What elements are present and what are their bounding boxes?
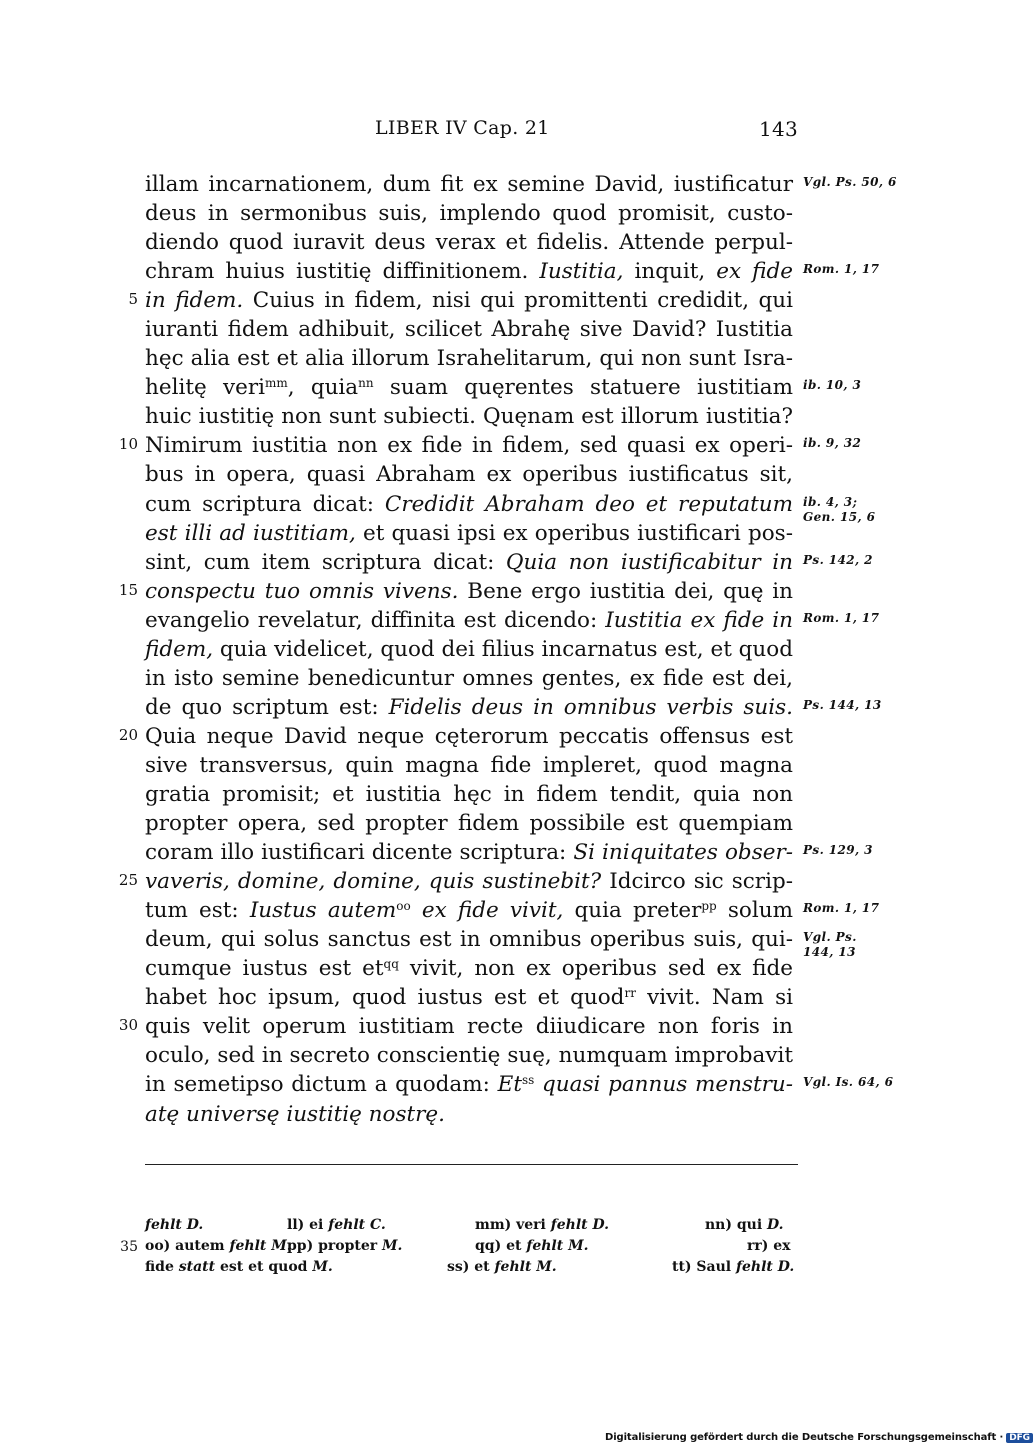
text-line bbox=[0, 983, 1000, 1012]
marginal-reference: Ps. 129, 3 bbox=[803, 843, 873, 858]
marginal-reference: ib. 9, 32 bbox=[803, 436, 862, 451]
footnote-entry: ll) ei fehlt C. bbox=[287, 1217, 386, 1233]
text-line bbox=[0, 838, 1000, 867]
text-line bbox=[0, 722, 1000, 751]
marginal-reference: Ps. 142, 2 bbox=[803, 552, 873, 567]
line-text: diendo quod iuravit deus verax et fidelis. Attende perpul- bbox=[145, 230, 793, 256]
line-text: iuranti fidem adhibuit, scilicet Abrahę sive David? Iustitia bbox=[145, 317, 793, 343]
line-text: coram illo iustificari dicente scriptura: Si iniquitates obser- bbox=[145, 840, 793, 866]
text-line bbox=[0, 1070, 1000, 1099]
running-header bbox=[0, 117, 1000, 143]
line-text: conspectu tuo omnis vivens. Bene ergo iustitia dei, quę in bbox=[145, 578, 793, 604]
text-line bbox=[0, 809, 1000, 838]
text-line bbox=[0, 867, 1000, 896]
line-text: bus in opera, quasi Abraham ex operibus iustificatus sit, bbox=[145, 462, 793, 488]
text-line bbox=[0, 490, 1000, 524]
footnote-entry: tt) Saul fehlt D. bbox=[672, 1259, 795, 1275]
marginal-reference: Rom. 1, 17 bbox=[803, 262, 880, 277]
footnote-line bbox=[0, 1259, 1000, 1280]
marginal-reference: Ps. 144, 13 bbox=[803, 697, 882, 712]
footnote-entry: rr) ex bbox=[747, 1238, 791, 1254]
line-text: tum est: Iustus autem$^{oo}$ ex fide vivit, quia preter$^{pp}$ solum bbox=[145, 898, 793, 924]
text-line bbox=[0, 228, 1000, 257]
line-text: est illi ad iustitiam, et quasi ipsi ex operibus iustificari pos- bbox=[145, 520, 793, 546]
text-line bbox=[0, 344, 1000, 373]
marginal-reference: ib. 10, 3 bbox=[803, 378, 862, 393]
line-text: evangelio revelatur, diffinita est dicendo: Iustitia ex fide in bbox=[145, 607, 793, 633]
line-text: Nimirum iustitia non ex fide in fidem, sed quasi ex operi- bbox=[145, 433, 793, 459]
text-line bbox=[0, 1100, 1000, 1129]
text-line bbox=[0, 954, 1000, 983]
line-text: fidem, quia videlicet, quod dei filius incarnatus est, et quod bbox=[145, 636, 793, 662]
text-line bbox=[0, 199, 1000, 228]
line-text: chram huius iustitię diffinitionem. Iustitia, inquit, ex fide bbox=[145, 259, 794, 285]
footnote-entry: oo) autem fehlt M. bbox=[145, 1238, 292, 1254]
text-line bbox=[0, 751, 1000, 780]
line-text: propter opera, sed propter fidem possibile est quempiam bbox=[145, 811, 793, 837]
line-number: 5 bbox=[128, 290, 138, 309]
text-line bbox=[0, 548, 1000, 577]
line-number: 25 bbox=[118, 871, 138, 890]
text-line bbox=[0, 431, 1000, 460]
text-line bbox=[0, 315, 1000, 344]
line-text: deus in sermonibus suis, implendo quod promisit, custo- bbox=[145, 201, 793, 227]
line-text: deum, qui solus sanctus est in omnibus operibus suis, qui- bbox=[145, 927, 793, 953]
footnote-entry: qq) et fehlt M. bbox=[475, 1238, 589, 1254]
main-text bbox=[0, 170, 1000, 1129]
text-line bbox=[0, 925, 1000, 960]
text-line bbox=[0, 664, 1000, 693]
text-line bbox=[0, 635, 1000, 664]
line-text: de quo scriptum est: Fidelis deus in omnibus verbis suis. bbox=[145, 694, 793, 720]
footnote-entry: fide statt est et quod M. bbox=[145, 1259, 333, 1275]
line-text: oculo, sed in secreto conscientię suę, numquam improbavit bbox=[145, 1043, 793, 1069]
line-text: in fidem. Cuius in fidem, nisi qui promittenti credidit, qui bbox=[145, 288, 794, 314]
marginal-reference: Vgl. Ps. 144, 13 bbox=[803, 930, 857, 960]
marginal-reference: Vgl. Ps. 50, 6 bbox=[803, 175, 897, 189]
dfg-credit bbox=[605, 1432, 1033, 1443]
text-line bbox=[0, 257, 1000, 286]
text-line bbox=[0, 606, 1000, 635]
line-text: hęc alia est et alia illorum Israhelitarum, qui non sunt Isra- bbox=[145, 346, 793, 372]
text-line bbox=[0, 460, 1000, 489]
marginal-reference: Vgl. Is. 64, 6 bbox=[803, 1075, 894, 1090]
line-text: habet hoc ipsum, quod iustus est et quod$^{rr}$ vivit. Nam si bbox=[145, 985, 793, 1011]
footnotes bbox=[0, 1217, 1000, 1280]
dfg-credit-text: Digitalisierung gefördert durch die Deutsche Forschungsgemeinschaft · bbox=[605, 1432, 1004, 1443]
footnote-entry: pp) propter M. bbox=[287, 1238, 403, 1254]
line-text: helitę veri$^{mm}$, quia$^{nn}$ suam quęrentes statuere iustitiam bbox=[145, 375, 793, 401]
line-text: in isto semine benedicuntur omnes gentes, ex fide est dei, bbox=[145, 665, 793, 691]
text-line bbox=[0, 896, 1000, 925]
line-text: gratia promisit; et iustitia hęc in fidem tendit, quia non bbox=[145, 781, 793, 807]
line-text: vaveris, domine, domine, quis sustinebit? Idcirco sic scrip- bbox=[145, 869, 793, 895]
line-text: huic iustitię non sunt subiecti. Quęnam est illorum iustitia? bbox=[145, 404, 793, 430]
line-number: 30 bbox=[118, 1016, 138, 1035]
marginal-reference: ib. 4, 3; Gen. 15, 6 bbox=[803, 494, 876, 524]
line-text: cum scriptura dicat: Credidit Abraham deo et reputatum bbox=[145, 491, 794, 517]
footnote-rule bbox=[145, 1164, 798, 1165]
line-text: Quia neque David neque cęterorum peccatis offensus est bbox=[145, 723, 793, 749]
text-line bbox=[0, 402, 1000, 431]
text-line bbox=[0, 577, 1000, 606]
text-line bbox=[0, 780, 1000, 809]
line-text: sint, cum item scriptura dicat: Quia non iustificabitur in bbox=[145, 549, 793, 575]
line-text: cumque iustus est $et^{qq}$ vivit, non ex operibus sed ex fide bbox=[145, 956, 793, 982]
text-line bbox=[0, 1012, 1000, 1041]
footnote-entry: ss) et fehlt M. bbox=[447, 1259, 557, 1275]
text-line bbox=[0, 373, 1000, 402]
text-line bbox=[0, 170, 1000, 199]
page-number: 143 bbox=[759, 117, 799, 141]
marginal-reference: Rom. 1, 17 bbox=[803, 610, 880, 625]
line-number: 20 bbox=[118, 725, 138, 744]
line-text: quis velit operum iustitiam recte diiudicare non foris in bbox=[145, 1014, 793, 1040]
footnote-line bbox=[0, 1217, 1000, 1238]
line-number: 10 bbox=[118, 435, 138, 454]
footnote-line bbox=[0, 1238, 1000, 1259]
footnote-entry: mm) veri fehlt D. bbox=[475, 1217, 610, 1233]
text-line bbox=[0, 1041, 1000, 1070]
footnote-entry: nn) qui D. bbox=[705, 1217, 784, 1233]
dfg-logo: DFG bbox=[1006, 1433, 1033, 1443]
text-line bbox=[0, 286, 1000, 315]
footnote-entry: fehlt D. bbox=[145, 1217, 204, 1233]
text-line bbox=[0, 693, 1000, 722]
line-text: in semetipso dictum a quodam: $Et^{ss}$ quasi pannus menstru- bbox=[145, 1072, 793, 1098]
line-text: illam incarnationem, dum fit ex semine David, iustificatur bbox=[145, 172, 793, 197]
line-text: sive transversus, quin magna fide impleret, quod magna bbox=[145, 752, 793, 778]
line-text: atę universę iustitię nostrę. bbox=[145, 1101, 445, 1127]
marginal-reference: Rom. 1, 17 bbox=[803, 901, 880, 916]
text-line bbox=[0, 519, 1000, 548]
line-number: 15 bbox=[118, 580, 138, 599]
running-title: LIBER IV Cap. 21 bbox=[375, 117, 550, 139]
line-number: 35 bbox=[120, 1239, 138, 1255]
